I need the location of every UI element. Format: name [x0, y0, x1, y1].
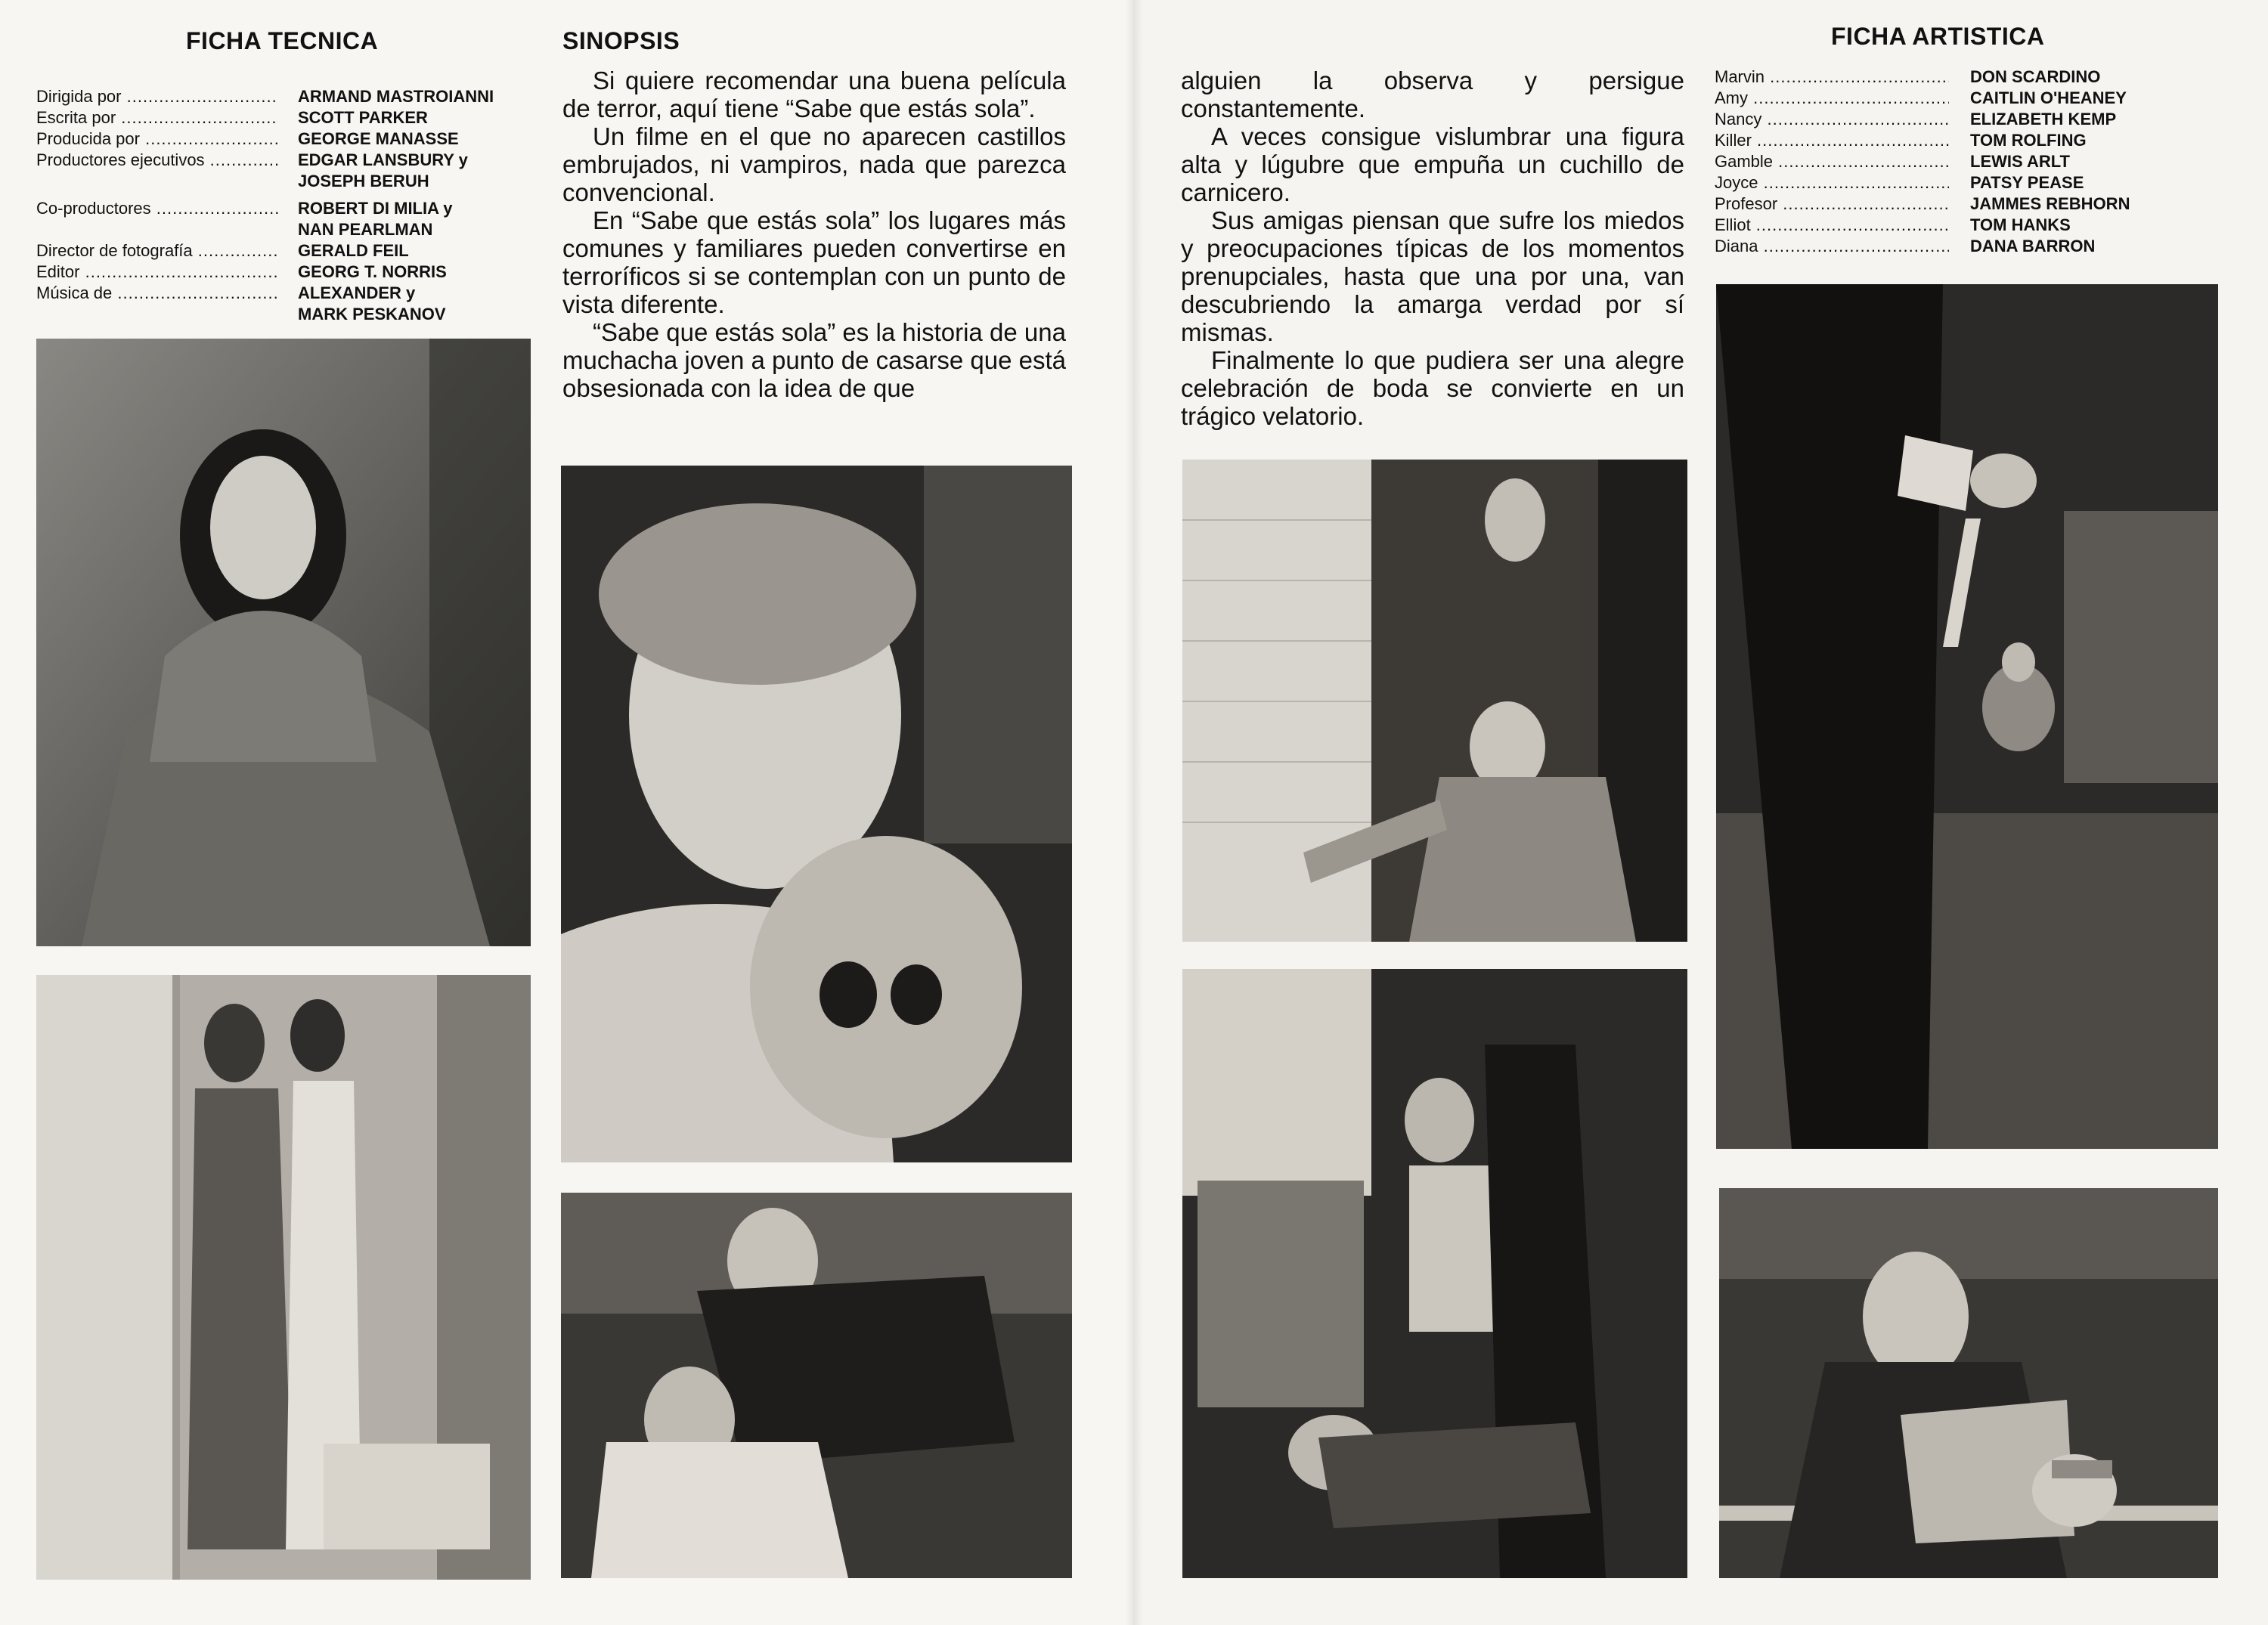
photo-woman-sweater	[36, 339, 531, 946]
credit-name: EDGAR LANSBURY y	[298, 150, 468, 169]
cast-heading: FICHA ARTISTICA	[1831, 23, 2045, 50]
cast-list	[1715, 67, 2236, 257]
cast-role: Profesor .....	[1715, 193, 1949, 215]
synopsis-paragraph: Un filme en el que no aparecen castillos embrujados, ni vampiros, nada que parezca convencional.	[562, 122, 1066, 206]
cast-role: Diana .....	[1715, 236, 1949, 257]
photo-killer-knife-image	[1716, 284, 2218, 1149]
credit-row	[36, 171, 535, 192]
credit-role: Editor .....	[36, 262, 278, 283]
credit-role: Música de .....	[36, 283, 278, 304]
photo-door-attack-image	[1182, 460, 1687, 942]
cast-role: Amy .....	[1715, 88, 1949, 109]
photo-man-revolver-image	[1719, 1188, 2218, 1578]
synopsis-heading: SINOPSIS	[562, 27, 680, 54]
credit-role: Productores ejecutivos .....	[36, 150, 278, 171]
photo-storage-body-image	[1182, 969, 1687, 1578]
synopsis-paragraph: Finalmente lo que pudiera ser una alegre celebración de boda se convierte en un trágico velatorio.	[1181, 346, 1684, 430]
cast-role: Killer .....	[1715, 130, 1949, 151]
credit-role: Escrita por .....	[36, 107, 278, 128]
credit-name: SCOTT PARKER	[298, 108, 428, 127]
synopsis-paragraph: Sus amigas piensan que sufre los miedos y preocupaciones típicas de los momentos prenupciales, hasta que una por una, van descubriendo la amarga verdad por sí mismas.	[1181, 206, 1684, 346]
cast-name: JAMMES REBHORN	[1970, 194, 2130, 213]
cast-name: ELIZABETH KEMP	[1970, 110, 2117, 128]
synopsis-column-1	[562, 67, 1066, 402]
credit-role: Director de fotografía .....	[36, 240, 278, 262]
cast-name: DANA BARRON	[1970, 237, 2096, 255]
credit-name: ROBERT DI MILIA y	[298, 199, 453, 218]
credit-row	[36, 86, 535, 107]
cast-row	[1715, 172, 2236, 193]
cast-role: Joyce .....	[1715, 172, 1949, 193]
photo-man-skull-image	[561, 466, 1072, 1162]
photo-woman-sweater-image	[36, 339, 531, 946]
cast-name: LEWIS ARLT	[1970, 152, 2070, 171]
tech-heading: FICHA TECNICA	[186, 27, 379, 54]
credit-name: JOSEPH BERUH	[298, 172, 429, 190]
cast-name: PATSY PEASE	[1970, 173, 2084, 192]
credit-name: ALEXANDER y	[298, 283, 416, 302]
cast-row	[1715, 130, 2236, 151]
cast-row	[1715, 109, 2236, 130]
cast-name: TOM ROLFING	[1970, 131, 2087, 150]
tech-credits-list	[36, 86, 535, 325]
right-page	[1134, 0, 2268, 1625]
cast-name: CAITLIN O'HEANEY	[1970, 88, 2127, 107]
center-fold	[1125, 0, 1143, 1625]
photo-struggle	[561, 1193, 1072, 1578]
synopsis-column-2	[1181, 67, 1684, 430]
cast-role: Gamble .....	[1715, 151, 1949, 172]
synopsis-paragraph: Si quiere recomendar una buena película de terror, aquí tiene “Sabe que estás sola”.	[562, 67, 1066, 122]
photo-struggle-image	[561, 1193, 1072, 1578]
photo-man-skull	[561, 466, 1072, 1162]
photo-dressing-room	[36, 975, 531, 1580]
credit-name: NAN PEARLMAN	[298, 220, 433, 239]
credit-role: Producida por .....	[36, 128, 278, 150]
cast-role: Marvin .....	[1715, 67, 1949, 88]
cast-row	[1715, 67, 2236, 88]
cast-name: TOM HANKS	[1970, 215, 2071, 234]
credit-role: Co-productores .....	[36, 198, 278, 219]
cast-row	[1715, 215, 2236, 236]
cast-row	[1715, 151, 2236, 172]
credit-row	[36, 304, 535, 325]
credit-row	[36, 283, 535, 304]
credit-name: GEORG T. NORRIS	[298, 262, 447, 281]
cast-name: DON SCARDINO	[1970, 67, 2101, 86]
cast-row	[1715, 88, 2236, 109]
photo-dressing-room-image	[36, 975, 531, 1580]
photo-man-revolver	[1719, 1188, 2218, 1578]
credit-row	[36, 128, 535, 150]
synopsis-paragraph: “Sabe que estás sola” es la historia de una muchacha joven a punto de casarse que está obsesionada con la idea de que	[562, 318, 1066, 402]
cast-row	[1715, 193, 2236, 215]
credit-row	[36, 150, 535, 171]
synopsis-paragraph: En “Sabe que estás sola” los lugares más comunes y familiares pueden convertirse en terroríficos si se contemplan con un punto de vista diferente.	[562, 206, 1066, 318]
credit-name: ARMAND MASTROIANNI	[298, 87, 494, 106]
synopsis-paragraph: alguien la observa y persigue constantemente.	[1181, 67, 1684, 122]
credit-row	[36, 107, 535, 128]
cast-role: Nancy .....	[1715, 109, 1949, 130]
cast-role: Elliot .....	[1715, 215, 1949, 236]
credit-row	[36, 240, 535, 262]
credit-role: Dirigida por .....	[36, 86, 278, 107]
photo-door-attack	[1182, 460, 1687, 942]
photo-killer-knife	[1716, 284, 2218, 1149]
credit-name: GERALD FEIL	[298, 241, 409, 260]
credit-row	[36, 262, 535, 283]
cast-row	[1715, 236, 2236, 257]
photo-storage-body	[1182, 969, 1687, 1578]
credit-name: GEORGE MANASSE	[298, 129, 459, 148]
credit-row	[36, 219, 535, 240]
credit-row	[36, 198, 535, 219]
credit-name: MARK PESKANOV	[298, 305, 446, 323]
synopsis-paragraph: A veces consigue vislumbrar una figura alta y lúgubre que empuña un cuchillo de carnicero.	[1181, 122, 1684, 206]
